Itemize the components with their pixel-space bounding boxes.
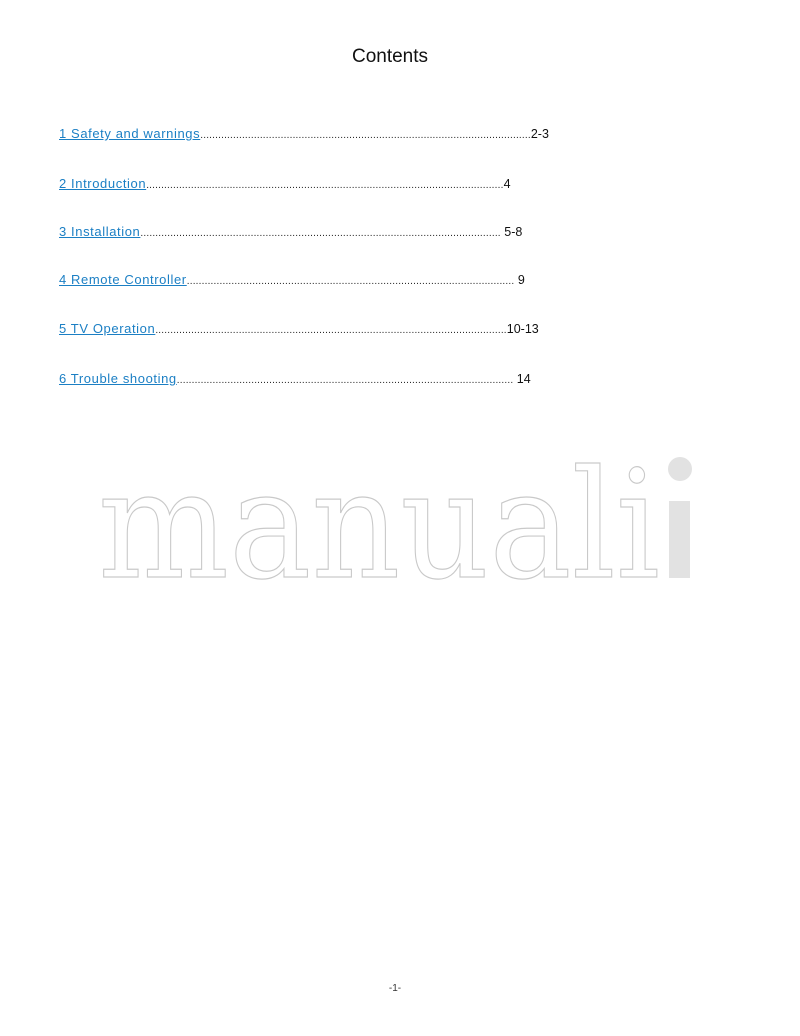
- toc-entry-introduction: [59, 175, 511, 193]
- toc-link-tv-operation[interactable]: 5 TV Operation: [59, 321, 156, 336]
- page-number: -1-: [388, 983, 402, 994]
- toc-entry-installation: [59, 223, 522, 241]
- toc-entry-tv-operation: [59, 320, 539, 338]
- toc-leader-dots: ..............................................................................................................: [186, 276, 515, 287]
- toc-leader-dots: ...............................................................................................................: [200, 130, 531, 141]
- watermark-i-dot: [668, 457, 692, 481]
- toc-link-installation[interactable]: 3 Installation: [59, 224, 141, 239]
- toc-page-number: 14: [513, 372, 531, 386]
- toc-link-trouble-shooting[interactable]: 6 Trouble shooting: [59, 371, 177, 386]
- toc-page-number: 9: [514, 273, 525, 287]
- toc-link-introduction[interactable]: 2 Introduction: [59, 176, 147, 191]
- toc-entry-safety: [59, 125, 549, 143]
- toc-leader-dots: ......................................................................................................................: [155, 325, 507, 336]
- watermark-text: manuali: [98, 452, 660, 587]
- toc-page-number: 4: [503, 177, 511, 191]
- toc-leader-dots: ........................................................................................................................: [146, 180, 504, 191]
- manuali-watermark-logo: [98, 452, 698, 587]
- toc-leader-dots: .................................................................................................................: [176, 375, 514, 386]
- toc-page-number: 10-13: [506, 322, 539, 336]
- toc-page-number: 5-8: [500, 225, 523, 239]
- page-title: Contents: [351, 46, 429, 67]
- toc-leader-dots: .........................................................................................................................: [140, 228, 501, 239]
- toc-page-number: 2-3: [530, 127, 549, 141]
- toc-link-remote-controller[interactable]: 4 Remote Controller: [59, 272, 187, 287]
- toc-entry-trouble-shooting: [59, 370, 531, 388]
- toc-entry-remote-controller: [59, 271, 525, 289]
- watermark-i-stem: [669, 501, 690, 578]
- toc-link-safety[interactable]: 1 Safety and warnings: [59, 126, 201, 141]
